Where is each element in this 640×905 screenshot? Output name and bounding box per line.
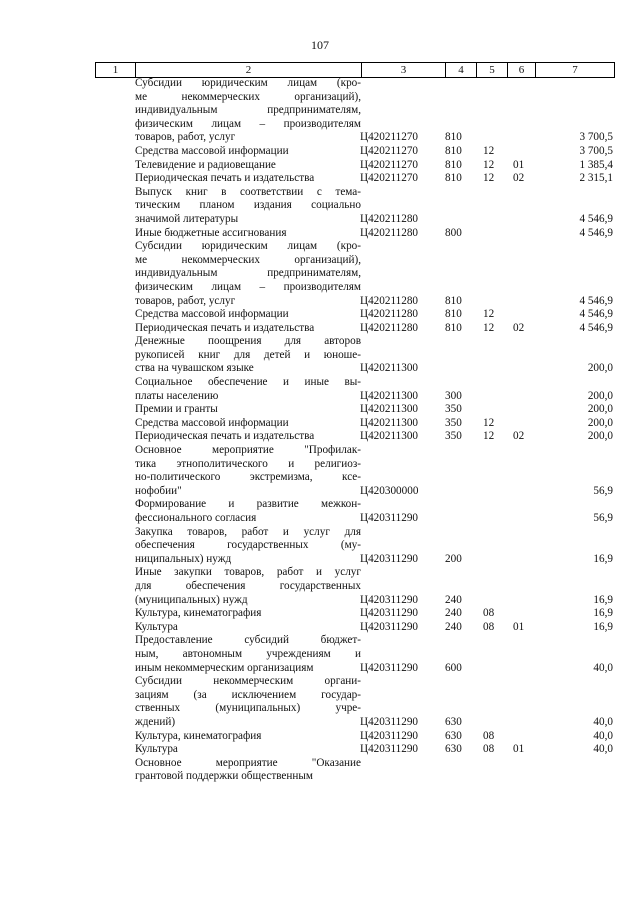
table-row: [95, 240, 615, 308]
expense-type-code: 630: [445, 715, 462, 728]
section-code: 08: [483, 620, 495, 633]
row-description: [135, 145, 361, 159]
description-line: Культура: [135, 743, 178, 756]
table-row: [95, 322, 615, 336]
row-description: [135, 159, 361, 173]
row-description: [135, 308, 361, 322]
description-line: ме некоммерческих организаций),: [135, 253, 361, 266]
description-line: ниципальных) нужд: [135, 552, 232, 565]
amount: 4 546,9: [579, 226, 613, 239]
row-description: [135, 566, 361, 607]
amount: 2 315,1: [579, 172, 613, 185]
description-line: Социальное обеспечение и иные вы-: [135, 376, 361, 389]
table-row: [95, 227, 615, 241]
header-col-2: 2: [135, 63, 361, 77]
target-article-code: Ц420311290: [360, 661, 419, 674]
description-line: для обеспечения государственных: [135, 579, 361, 592]
description-line: Субсидии некоммерческим органи-: [135, 675, 361, 688]
expense-type-code: 810: [445, 158, 462, 171]
amount: 40,0: [593, 729, 613, 742]
target-article-code: Ц420311290: [360, 593, 419, 606]
row-description: [135, 730, 361, 744]
header-col-5: 5: [476, 63, 507, 77]
amount: 200,0: [587, 403, 613, 416]
row-description: [135, 417, 361, 431]
expense-type-code: 800: [445, 226, 462, 239]
section-code: 12: [483, 321, 495, 334]
description-line: платы населению: [135, 389, 219, 402]
row-description: [135, 526, 361, 567]
expense-type-code: 630: [445, 729, 462, 742]
table-row: [95, 743, 615, 757]
row-description: [135, 335, 361, 376]
amount: 40,0: [593, 743, 613, 756]
expense-type-code: 810: [445, 294, 462, 307]
amount: 16,9: [593, 620, 613, 633]
table-row: [95, 335, 615, 376]
description-line: Денежные поощрения для авторов: [135, 335, 361, 348]
target-article-code: Ц420211300: [360, 416, 419, 429]
target-article-code: Ц420211280: [360, 226, 419, 239]
table-row: [95, 403, 615, 417]
subsection-code: 02: [513, 172, 525, 185]
description-line: Культура, кинематография: [135, 607, 262, 620]
description-line: ным, автономным учреждениям и: [135, 647, 361, 660]
table-row: [95, 526, 615, 567]
description-line: Выпуск книг в соответствии с тема-: [135, 185, 361, 198]
amount: 4 546,9: [579, 212, 613, 225]
description-line: товаров, работ, услуг: [135, 294, 236, 307]
expense-type-code: 630: [445, 743, 462, 756]
description-line: Субсидии юридическим лицам (кро-: [135, 240, 361, 253]
target-article-code: Ц420311290: [360, 607, 419, 620]
row-description: [135, 675, 361, 729]
table-row: [95, 186, 615, 227]
amount: 16,9: [593, 552, 613, 565]
target-article-code: Ц420211270: [360, 131, 419, 144]
description-line: Средства массовой информации: [135, 308, 289, 321]
row-description: [135, 498, 361, 525]
target-article-code: Ц420311290: [360, 552, 419, 565]
description-line: Культура, кинематография: [135, 729, 262, 742]
target-article-code: Ц420211280: [360, 308, 419, 321]
table-row: [95, 444, 615, 498]
expense-type-code: 810: [445, 144, 462, 157]
description-line: ме некоммерческих организаций),: [135, 90, 361, 103]
description-line: ства на чувашском языке: [135, 362, 254, 375]
description-line: физическим лицам – производителям: [135, 117, 361, 130]
description-line: нофобии": [135, 484, 182, 497]
description-line: индивидуальным предпринимателям,: [135, 104, 361, 117]
amount: 4 546,9: [579, 308, 613, 321]
subsection-code: 02: [513, 430, 525, 443]
description-line: Средства массовой информации: [135, 416, 289, 429]
row-description: [135, 77, 361, 145]
description-line: но-политического экстремизма, ксе-: [135, 471, 361, 484]
description-line: Периодическая печать и издательства: [135, 172, 315, 185]
target-article-code: Ц420211270: [360, 158, 419, 171]
description-line: индивидуальным предпринимателям,: [135, 267, 361, 280]
page-number: 107: [311, 38, 329, 52]
amount: 56,9: [593, 484, 613, 497]
table-row: [95, 634, 615, 675]
amount: 200,0: [587, 430, 613, 443]
amount: 56,9: [593, 512, 613, 524]
section-code: 12: [483, 158, 495, 171]
description-line: иным некоммерческим организациям: [135, 661, 314, 674]
description-line: Основное мероприятие "Оказание: [135, 756, 361, 769]
target-article-code: Ц420311290: [360, 715, 419, 728]
subsection-code: 02: [513, 321, 525, 334]
amount: 3 700,5: [579, 131, 613, 144]
table-row: [95, 730, 615, 744]
description-line: Иные бюджетные ассигнования: [135, 226, 287, 239]
table-row: [95, 607, 615, 621]
target-article-code: Ц420311290: [360, 620, 419, 633]
section-code: 08: [483, 607, 495, 620]
amount: 4 546,9: [579, 321, 613, 334]
table-row: [95, 77, 615, 145]
table-row: [95, 621, 615, 635]
description-line: обеспечения государственных (му-: [135, 539, 361, 552]
description-line: Основное мероприятие "Профилак-: [135, 444, 361, 457]
table-row: [95, 145, 615, 159]
row-description: [135, 227, 361, 241]
row-description: [135, 376, 361, 403]
description-line: Формирование и развитие межкон-: [135, 498, 361, 511]
table-row: [95, 430, 615, 444]
subsection-code: 01: [513, 743, 525, 756]
header-col-4: 4: [445, 63, 476, 77]
target-article-code: Ц420311290: [360, 512, 419, 524]
target-article-code: Ц420211300: [360, 430, 419, 443]
row-description: [135, 444, 361, 498]
target-article-code: Ц420311290: [360, 729, 419, 742]
description-line: Периодическая печать и издательства: [135, 321, 315, 334]
expense-type-code: 810: [445, 131, 462, 144]
target-article-code: Ц420211300: [360, 403, 419, 416]
row-description: [135, 322, 361, 336]
description-line: Иные закупки товаров, работ и услуг: [135, 566, 361, 579]
row-description: [135, 743, 361, 757]
description-line: тическим планом издания социально: [135, 199, 361, 212]
table-row: [95, 159, 615, 173]
table-header-row: [95, 62, 615, 78]
description-line: Телевидение и радиовещание: [135, 158, 276, 171]
amount: 4 546,9: [579, 294, 613, 307]
target-article-code: Ц420211300: [360, 389, 419, 402]
target-article-code: Ц420211270: [360, 172, 419, 185]
section-code: 12: [483, 172, 495, 185]
row-description: [135, 634, 361, 675]
expense-type-code: 240: [445, 607, 462, 620]
header-col-1: 1: [95, 63, 135, 77]
amount: 40,0: [593, 715, 613, 728]
description-line: грантовой поддержки общественным: [135, 770, 313, 783]
table-row: [95, 417, 615, 431]
expense-type-code: 600: [445, 661, 462, 674]
row-description: [135, 240, 361, 308]
expense-type-code: 810: [445, 321, 462, 334]
expense-type-code: 300: [445, 389, 462, 402]
description-line: значимой литературы: [135, 212, 239, 225]
section-code: 12: [483, 308, 495, 321]
section-code: 12: [483, 144, 495, 157]
description-line: рукописей книг для детей и юноше-: [135, 348, 361, 361]
description-line: ственных (муниципальных) учре-: [135, 702, 361, 715]
amount: 3 700,5: [579, 144, 613, 157]
row-description: [135, 430, 361, 444]
table-row: [95, 376, 615, 403]
description-line: Предоставление субсидий бюджет-: [135, 634, 361, 647]
target-article-code: Ц420300000: [360, 484, 419, 497]
expense-type-code: 240: [445, 593, 462, 606]
section-code: 08: [483, 743, 495, 756]
expense-type-code: 240: [445, 620, 462, 633]
description-line: зациям (за исключением государ-: [135, 688, 361, 701]
amount: 16,9: [593, 607, 613, 620]
description-line: Субсидии юридическим лицам (кро-: [135, 77, 361, 89]
description-line: ждений): [135, 715, 176, 728]
subsection-code: 01: [513, 158, 525, 171]
expense-type-code: 350: [445, 430, 462, 443]
table-row: [95, 498, 615, 525]
expense-type-code: 810: [445, 308, 462, 321]
row-description: [135, 757, 361, 784]
description-line: (муниципальных) нужд: [135, 593, 248, 606]
row-description: [135, 186, 361, 227]
description-line: физическим лицам – производителям: [135, 280, 361, 293]
description-line: Средства массовой информации: [135, 144, 289, 157]
table-row: [95, 566, 615, 607]
description-line: Закупка товаров, работ и услуг для: [135, 525, 361, 538]
row-description: [135, 172, 361, 186]
section-code: 12: [483, 430, 495, 443]
description-line: Культура: [135, 620, 178, 633]
target-article-code: Ц420211280: [360, 321, 419, 334]
amount: 200,0: [587, 362, 613, 375]
expense-type-code: 350: [445, 416, 462, 429]
row-description: [135, 403, 361, 417]
row-description: [135, 607, 361, 621]
target-article-code: Ц420211270: [360, 144, 419, 157]
header-col-3: 3: [361, 63, 445, 77]
header-col-7: 7: [535, 63, 615, 77]
description-line: фессионального согласия: [135, 512, 257, 524]
description-line: Премии и гранты: [135, 403, 218, 416]
description-line: тика этнополитического и религиоз-: [135, 457, 361, 470]
amount: 40,0: [593, 661, 613, 674]
table-row: [95, 172, 615, 186]
row-description: [135, 621, 361, 635]
table-row: [95, 308, 615, 322]
section-code: 08: [483, 729, 495, 742]
description-line: Периодическая печать и издательства: [135, 430, 315, 443]
target-article-code: Ц420211280: [360, 294, 419, 307]
budget-table-body: [95, 77, 615, 784]
expense-type-code: 350: [445, 403, 462, 416]
expense-type-code: 200: [445, 552, 462, 565]
amount: 1 385,4: [579, 158, 613, 171]
target-article-code: Ц420211300: [360, 362, 419, 375]
subsection-code: 01: [513, 620, 525, 633]
target-article-code: Ц420311290: [360, 743, 419, 756]
amount: 16,9: [593, 593, 613, 606]
table-row: [95, 675, 615, 729]
section-code: 12: [483, 416, 495, 429]
target-article-code: Ц420211280: [360, 212, 419, 225]
amount: 200,0: [587, 389, 613, 402]
description-line: товаров, работ, услуг: [135, 131, 236, 144]
header-col-6: 6: [507, 63, 535, 77]
amount: 200,0: [587, 416, 613, 429]
expense-type-code: 810: [445, 172, 462, 185]
table-row: [95, 757, 615, 784]
